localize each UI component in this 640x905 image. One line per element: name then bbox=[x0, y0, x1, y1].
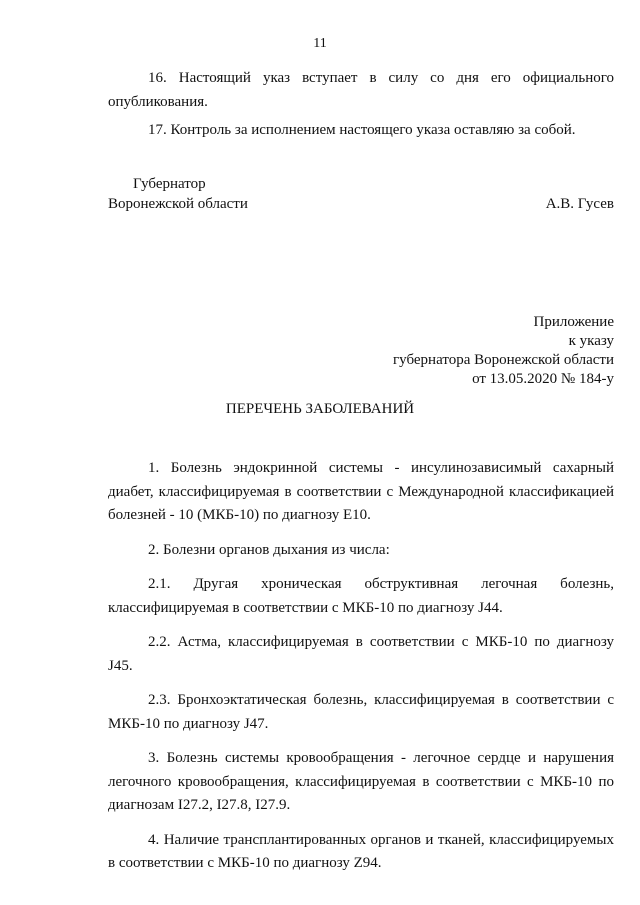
appendix-line2: к указу bbox=[568, 333, 614, 349]
list-item: 2.2. Астма, классифицируемая в соответствии с МКБ-10 по диагнозу J45. bbox=[108, 634, 614, 674]
list-item: 4. Наличие трансплантированных органов и тканей, классифицируемых в соответствии с МКБ-10 по диагнозу Z94. bbox=[108, 831, 614, 871]
signatory-position bbox=[108, 174, 614, 214]
list-title: ПЕРЕЧЕНЬ ЗАБОЛЕВАНИЙ bbox=[225, 401, 415, 417]
appendix-line4: от 13.05.2020 № 184-у bbox=[472, 371, 614, 387]
list-item: 2.3. Бронхоэктатическая болезнь, классифицируемая в соответствии с МКБ-10 по диагнозу J47. bbox=[108, 692, 614, 732]
paragraph-16: 16. Настоящий указ вступает в силу со дня его официального опубликования. bbox=[108, 70, 614, 110]
list-item: 2. Болезни органов дыхания из числа: bbox=[148, 541, 390, 558]
signatory-position-line1: Губернатор bbox=[133, 176, 206, 192]
top-paragraphs bbox=[108, 66, 614, 142]
appendix-header bbox=[393, 313, 614, 389]
appendix-line1: Приложение bbox=[533, 314, 614, 330]
signatory-position-line2: Воронежской области bbox=[108, 196, 248, 212]
signature-block bbox=[108, 174, 614, 214]
list-item: 3. Болезнь системы кровообращения - легочное сердце и нарушения легочного кровообращения, классифицируемая в соответствии с МКБ-10 по диагнозам I27.2, I27.8, I27.9. bbox=[108, 750, 614, 813]
appendix-line3: губернатора Воронежской области bbox=[393, 352, 614, 368]
paragraph-17: 17. Контроль за исполнением настоящего указа оставляю за собой. bbox=[148, 122, 576, 138]
disease-list bbox=[108, 457, 614, 887]
list-item: 2.1. Другая хроническая обструктивная легочная болезнь, классифицируемая в соответствии с МКБ-10 по диагнозу J44. bbox=[108, 576, 614, 616]
signatory-name: А.В. Гусев bbox=[545, 196, 614, 212]
list-item: 1. Болезнь эндокринной системы - инсулинозависимый сахарный диабет, классифицируемая в соответствии с Международной классификацией болезней - 10 (МКБ-10) по диагнозу E10. bbox=[108, 460, 614, 523]
page-number: 11 bbox=[313, 36, 327, 51]
